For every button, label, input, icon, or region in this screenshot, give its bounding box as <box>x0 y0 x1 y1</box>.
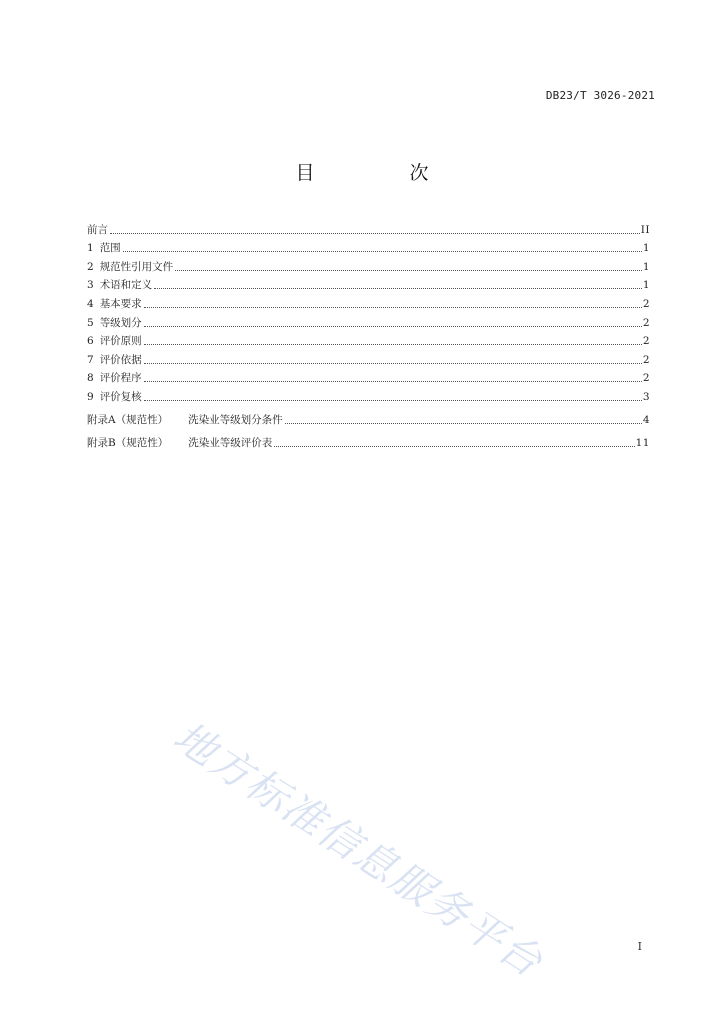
toc-dot-leader <box>175 270 642 271</box>
toc-entry-page: 3 <box>642 390 650 403</box>
toc-entry-number: 2 <box>87 260 94 273</box>
toc-dot-leader <box>285 423 642 424</box>
toc-dot-leader <box>154 288 642 289</box>
toc-entry-number: 6 <box>87 335 94 348</box>
watermark: 地方标准信息服务平台 <box>165 712 552 987</box>
toc-entry-title: 基本要求 <box>99 297 142 310</box>
toc-entry-title: 前言 <box>87 223 108 236</box>
toc-entry-subtitle: 洗染业等级划分条件 <box>188 413 283 426</box>
toc-entry-page: II <box>640 223 650 236</box>
toc-dot-leader <box>144 400 642 401</box>
toc-entry-number: 4 <box>87 297 94 310</box>
toc-entry-number: 3 <box>87 279 94 292</box>
toc-entry-page: 2 <box>642 353 650 366</box>
toc-entry[interactable] <box>87 430 650 450</box>
toc-entry-number: 7 <box>87 353 94 366</box>
toc-entry-page: 2 <box>642 316 650 329</box>
toc-entry-title: 评价复核 <box>99 390 142 403</box>
toc-entry[interactable] <box>87 330 650 349</box>
toc-entry-page: 1 <box>642 279 650 292</box>
page-number: I <box>637 940 642 953</box>
toc-dot-leader <box>144 344 642 345</box>
toc-entry-label <box>87 390 143 404</box>
toc-entry-number: 1 <box>87 242 94 255</box>
toc-entry-number: 8 <box>87 372 94 385</box>
toc-entry-page: 2 <box>642 297 650 310</box>
toc-dot-leader <box>274 446 634 447</box>
toc-entry-label <box>87 278 153 292</box>
toc-entry-page: 1 <box>642 260 650 273</box>
toc-entry-page: 2 <box>642 335 650 348</box>
toc-entry-label <box>87 297 143 311</box>
toc-entry-title: 评价依据 <box>99 353 142 366</box>
toc-dot-leader <box>110 233 640 234</box>
toc-entry-page: 2 <box>642 372 650 385</box>
toc-entry-title: 术语和定义 <box>99 279 153 292</box>
toc-entry-label <box>87 260 174 274</box>
toc-entry-title: 评价原则 <box>99 335 142 348</box>
toc-entry-title: 等级划分 <box>99 316 142 329</box>
toc-dot-leader <box>123 251 642 252</box>
toc-entry-number: 5 <box>87 316 94 329</box>
toc-entry[interactable] <box>87 407 650 427</box>
standard-code: DB23/T 3026-2021 <box>545 89 655 102</box>
toc-entry-page: 1 <box>642 242 650 255</box>
toc-entry-page: 11 <box>635 436 650 449</box>
toc-entry-number: 9 <box>87 390 94 403</box>
toc-entry-label <box>87 436 273 450</box>
toc-entry-label <box>87 223 109 237</box>
toc-entry-page: 4 <box>642 413 650 426</box>
toc-entry[interactable] <box>87 274 650 293</box>
toc-title: 目 次 <box>295 162 467 184</box>
toc-entry-title: 评价程序 <box>99 372 142 385</box>
toc-entry-title: 规范性引用文件 <box>99 260 174 273</box>
toc-dot-leader <box>144 363 642 364</box>
toc-entry-label <box>87 413 284 427</box>
toc-entry-subtitle: 洗染业等级评价表 <box>188 436 273 449</box>
toc-entry-label <box>87 241 122 255</box>
toc-entry[interactable] <box>87 367 650 386</box>
toc-dot-leader <box>144 326 642 327</box>
toc-entry[interactable] <box>87 292 650 311</box>
toc-dot-leader <box>144 381 642 382</box>
toc-entry-label <box>87 316 143 330</box>
toc-entry-label <box>87 334 143 348</box>
toc-entry[interactable] <box>87 348 650 367</box>
table-of-contents <box>87 218 650 450</box>
toc-entry-title: 附录A（规范性） <box>87 413 169 426</box>
toc-entry[interactable] <box>87 311 650 330</box>
toc-entry[interactable] <box>87 255 650 274</box>
toc-entry-label <box>87 371 143 385</box>
toc-entry-title: 范围 <box>99 242 121 255</box>
toc-entry[interactable] <box>87 237 650 256</box>
toc-entry-label <box>87 353 143 367</box>
toc-entry[interactable] <box>87 385 650 404</box>
toc-entry[interactable] <box>87 218 650 237</box>
toc-dot-leader <box>144 307 642 308</box>
toc-entry-title: 附录B（规范性） <box>87 436 169 449</box>
